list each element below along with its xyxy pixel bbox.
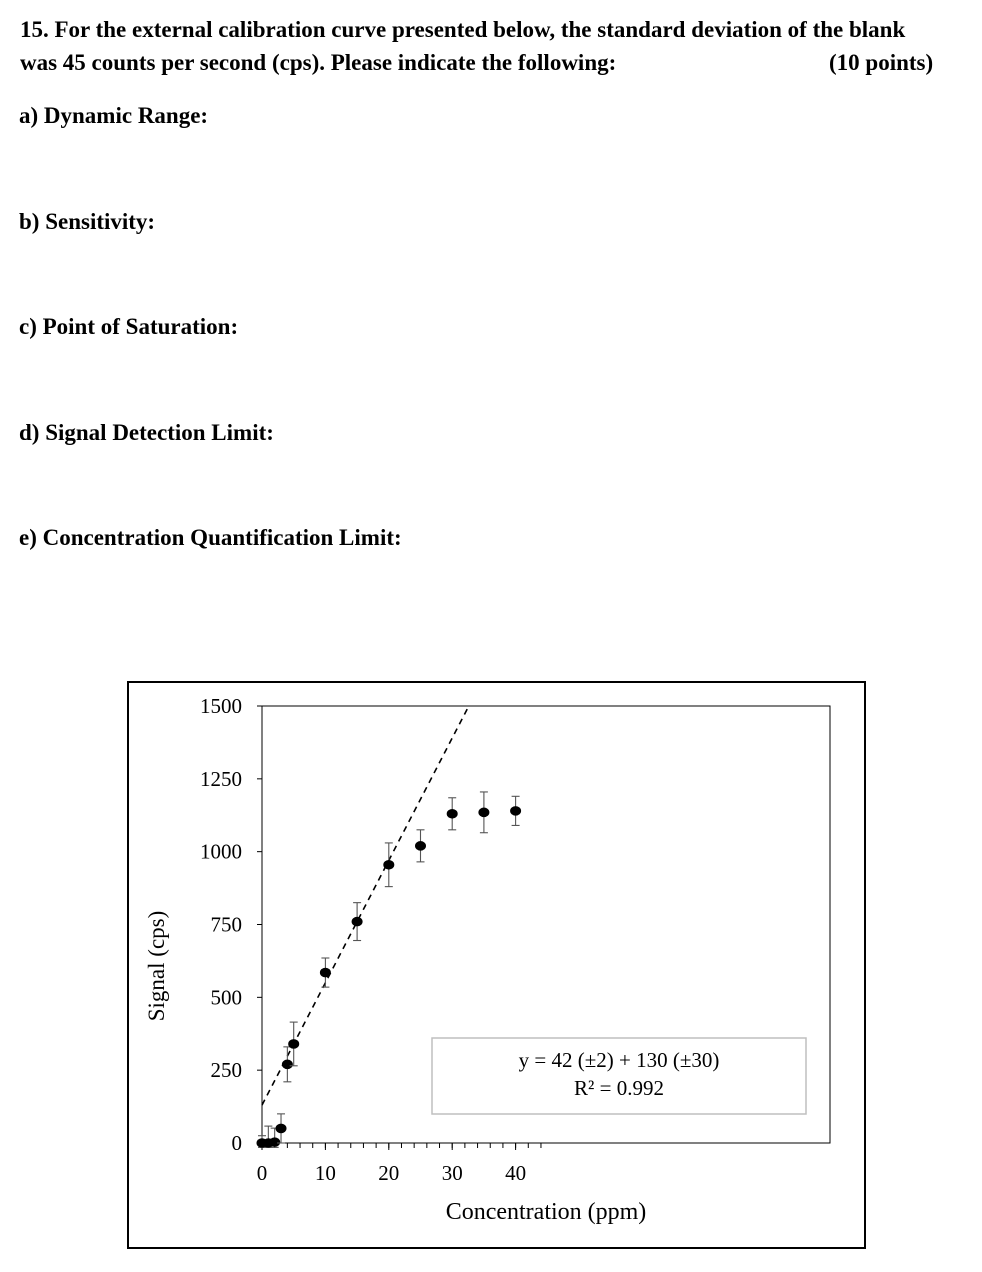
data-point <box>282 1060 293 1070</box>
data-point <box>288 1039 299 1049</box>
data-point <box>415 841 426 851</box>
y-tick-label: 1500 <box>200 694 242 718</box>
data-point <box>383 860 394 870</box>
y-axis-label: Signal (cps) <box>144 910 169 1022</box>
y-tick-label: 1000 <box>200 839 242 864</box>
data-point <box>510 806 521 816</box>
y-tick-label: 750 <box>210 912 242 937</box>
calibration-chart <box>129 683 864 1247</box>
y-tick-label: 250 <box>210 1058 242 1083</box>
part-d-signal-detection-limit: d) Signal Detection Limit: <box>19 420 274 445</box>
data-point <box>320 968 331 978</box>
points-label: (10 points) <box>829 50 934 75</box>
regression-equation-text: y = 42 (±2) + 130 (±30) <box>518 1048 720 1072</box>
data-point <box>447 809 458 819</box>
question-text-line2: was 45 counts per second (cps). Please indicate the following: <box>20 50 617 75</box>
y-tick-label: 0 <box>231 1131 242 1155</box>
data-point <box>276 1124 287 1134</box>
calibration-chart-frame <box>127 681 866 1249</box>
data-point <box>352 917 363 927</box>
y-tick-label: 1250 <box>200 766 242 791</box>
part-b-sensitivity: b) Sensitivity: <box>19 209 156 234</box>
x-tick-label: 0 <box>256 1161 268 1185</box>
x-tick-label: 20 <box>378 1161 400 1185</box>
y-tick-label: 500 <box>210 985 242 1010</box>
question-text-line1: 15. For the external calibration curve presented below, the standard deviation of the blank <box>20 17 906 42</box>
x-axis-label: Concentration (ppm) <box>445 1199 647 1225</box>
x-tick-label: 40 <box>505 1161 527 1185</box>
x-tick-label: 10 <box>314 1161 336 1185</box>
x-tick-label: 30 <box>441 1161 463 1185</box>
r-squared-text: R² = 0.992 <box>574 1076 664 1100</box>
regression-equation-box <box>432 1038 806 1114</box>
data-point <box>269 1137 280 1147</box>
data-point <box>478 808 489 818</box>
part-e-concentration-quantification-limit: e) Concentration Quantification Limit: <box>19 525 402 550</box>
part-a-dynamic-range: a) Dynamic Range: <box>19 103 209 128</box>
part-c-point-of-saturation: c) Point of Saturation: <box>19 314 239 339</box>
